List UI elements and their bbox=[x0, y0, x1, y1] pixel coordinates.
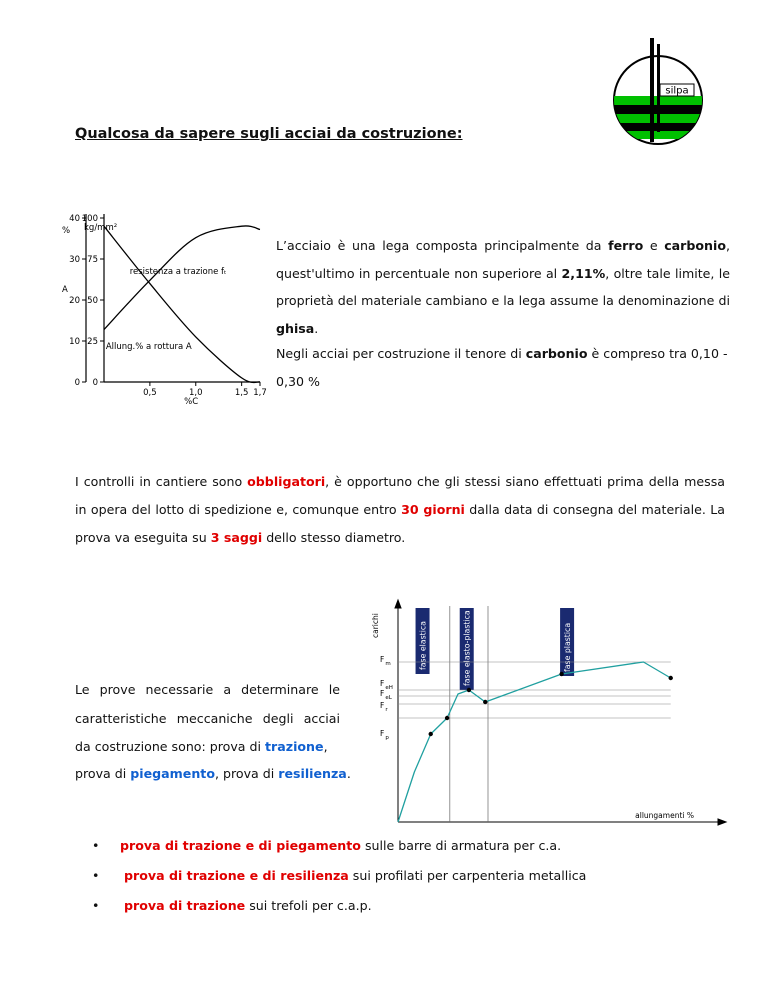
y-tick-label-right: 50 bbox=[87, 296, 98, 306]
y-tick-label-left: 20 bbox=[69, 296, 80, 306]
series-label: resistenza a trazione fₜ bbox=[129, 266, 227, 277]
svg-text:fase plastica: fase plastica bbox=[563, 622, 573, 672]
phase-label bbox=[416, 608, 430, 674]
tests-paragraph-cont bbox=[75, 760, 395, 789]
controls-paragraph bbox=[75, 468, 725, 552]
controlli-obbligatori: obbligatori bbox=[247, 474, 326, 489]
list-item bbox=[92, 838, 732, 868]
x-tick-label: 1,5 bbox=[234, 388, 249, 398]
prove-trazione: trazione bbox=[265, 739, 324, 754]
bullet-text: sui trefoli per c.a.p. bbox=[245, 898, 372, 913]
prove-text-4: , prova di bbox=[214, 766, 279, 781]
bullet-text: sulle barre di armatura per c.a. bbox=[360, 838, 562, 853]
intro-text-1: L’acciaio è una lega composta principalmente da bbox=[276, 238, 609, 253]
intro-text-3: , quest'ultimo in percentuale non superiore al bbox=[276, 238, 730, 281]
carbon-content-paragraph bbox=[276, 340, 730, 395]
prove-resilienza: resilienza bbox=[278, 766, 347, 781]
data-point bbox=[429, 732, 433, 736]
y-axis-label: carichi bbox=[371, 613, 380, 638]
y-tick-label-left: 30 bbox=[69, 255, 80, 265]
tests-list bbox=[92, 838, 732, 928]
y-level-label: $F_m$ bbox=[380, 655, 391, 667]
y-tick-label-right: 75 bbox=[87, 255, 98, 265]
tenore-carbonio: carbonio bbox=[525, 346, 588, 361]
tests-paragraph bbox=[75, 676, 340, 762]
page-title: Qualcosa da sapere sugli acciai da costruzione: bbox=[75, 126, 463, 142]
prove-text-1: Le prove necessarie a determinare le caratteristiche meccaniche degli acciai da costruzione sono: prova di bbox=[75, 682, 340, 754]
prove-text-5: . bbox=[346, 766, 351, 781]
y-tick-label-right: 100 bbox=[81, 214, 98, 224]
logo-text: silpa bbox=[665, 85, 689, 97]
silpa-logo bbox=[612, 38, 704, 150]
y-tick-label-right: 0 bbox=[92, 378, 98, 388]
y-level-label: $F_{eH}$ bbox=[380, 679, 393, 691]
controlli-giorni: 30 giorni bbox=[401, 502, 465, 517]
phase-label bbox=[560, 608, 574, 676]
stress-strain-chart bbox=[358, 598, 728, 828]
intro-text-2: e bbox=[643, 238, 665, 253]
prove-piegamento: piegamento bbox=[130, 766, 215, 781]
list-item bbox=[92, 868, 732, 898]
y-tick-label-left: 40 bbox=[69, 214, 80, 224]
carbon-chart bbox=[60, 210, 270, 407]
y-level-label: $F_{eL}$ bbox=[380, 689, 392, 701]
controlli-text-2: , è opportuno che gli stessi siano effettuati prima della messa in opera del lotto di spedizione e, comunque entro bbox=[75, 474, 725, 517]
bullet-dot: • bbox=[92, 898, 100, 913]
intro-ghisa: ghisa bbox=[276, 320, 315, 336]
bullet-highlight: prova di trazione e di piegamento bbox=[120, 838, 361, 853]
prove-text-2: , bbox=[323, 739, 328, 754]
svg-text:fase elasto-plastica: fase elasto-plastica bbox=[462, 610, 472, 686]
x-axis-label: %C bbox=[184, 397, 199, 407]
data-point bbox=[467, 688, 471, 692]
series-label: Allung.% a rottura A bbox=[105, 342, 192, 353]
data-point bbox=[669, 676, 673, 680]
series-line bbox=[104, 226, 260, 330]
controlli-text-3: dalla data di consegna del materiale. La prova va eseguita su bbox=[75, 502, 725, 545]
controlli-text-4: dello stesso diametro. bbox=[262, 530, 406, 545]
data-point bbox=[483, 700, 487, 704]
intro-text-4: , oltre tale limite, le proprietà del materiale cambiano e la lega assume la denominazione di bbox=[276, 265, 730, 308]
y-tick-label-left: 10 bbox=[69, 337, 80, 347]
x-axis-label: allungamenti % bbox=[635, 811, 694, 820]
tenore-text-2: è compreso tra 0,10 - 0,30 % bbox=[276, 346, 728, 389]
bullet-dot: • bbox=[92, 838, 100, 853]
prove-text-3: prova di bbox=[75, 766, 131, 781]
x-tick-label: 1,7 bbox=[253, 388, 267, 398]
bullet-text: sui profilati per carpenteria metallica bbox=[348, 868, 587, 883]
y-axis-label-right: kg/mm² bbox=[84, 223, 118, 233]
y-level-label: $F_r$ bbox=[380, 701, 388, 713]
svg-text:fase elastica: fase elastica bbox=[418, 621, 428, 670]
stress-strain-curve bbox=[398, 662, 671, 822]
x-tick-label: 1,0 bbox=[188, 388, 203, 398]
y-level-label: $F_p$ bbox=[380, 729, 389, 741]
bullet-highlight: prova di trazione e di resilienza bbox=[124, 868, 349, 883]
data-point bbox=[559, 672, 563, 676]
y-axis-label-left: % bbox=[62, 226, 71, 236]
intro-percent: 2,11% bbox=[561, 265, 606, 281]
intro-text-5: . bbox=[314, 320, 319, 336]
y-tick-label-right: 25 bbox=[87, 337, 98, 347]
y-axis-label-left-series: A bbox=[62, 284, 68, 295]
phase-label bbox=[460, 608, 474, 690]
bullet-highlight: prova di trazione bbox=[124, 898, 246, 913]
data-point bbox=[445, 716, 449, 720]
controlli-text-1: I controlli in cantiere sono bbox=[75, 474, 248, 489]
intro-carbonio: carbonio bbox=[664, 238, 726, 253]
bullet-dot: • bbox=[92, 868, 100, 883]
x-tick-label: 0,5 bbox=[143, 388, 157, 398]
tenore-text-1: Negli acciai per costruzione il tenore di bbox=[276, 346, 526, 361]
intro-paragraph bbox=[276, 232, 730, 342]
y-tick-label-left: 0 bbox=[74, 378, 80, 388]
intro-ferro: ferro bbox=[608, 238, 644, 253]
list-item bbox=[92, 898, 732, 928]
controlli-saggi: 3 saggi bbox=[210, 530, 263, 545]
